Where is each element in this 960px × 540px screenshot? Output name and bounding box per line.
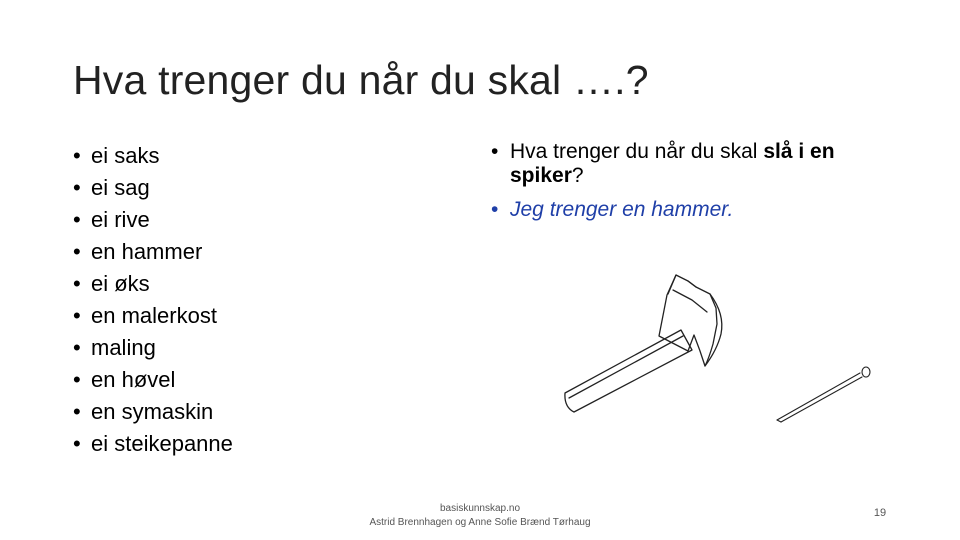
slide-number: 19 <box>873 507 887 519</box>
list-item-label: en malerkost <box>91 303 217 328</box>
list-item-label: en hammer <box>91 239 203 264</box>
list-item <box>73 428 233 460</box>
hammer-icon <box>565 275 722 412</box>
list-item <box>73 204 233 236</box>
question-answer-list <box>491 140 891 222</box>
list-item-label: en høvel <box>91 367 176 392</box>
list-item <box>73 172 233 204</box>
list-item-label: ei saks <box>91 143 160 168</box>
footer-site: basiskunnskap.no <box>439 503 521 514</box>
list-item-label: ei rive <box>91 207 150 232</box>
list-item <box>73 300 233 332</box>
illustration <box>555 262 885 432</box>
answer-item <box>491 198 891 222</box>
list-item <box>73 140 233 172</box>
list-item-label: ei øks <box>91 271 150 296</box>
list-item <box>73 332 233 364</box>
question-bold: slå i en spiker <box>510 140 835 187</box>
list-item <box>73 364 233 396</box>
tool-list <box>73 140 233 460</box>
question-suffix: ? <box>571 164 584 187</box>
question-prefix: Hva trenger du når du skal <box>510 140 764 163</box>
slide-title: Hva trenger du når du skal ….? <box>73 57 649 103</box>
list-item <box>73 236 233 268</box>
list-item <box>73 268 233 300</box>
list-item <box>73 396 233 428</box>
question-item <box>491 140 891 188</box>
list-item-label: en symaskin <box>91 399 214 424</box>
footer-authors: Astrid Brennhagen og Anne Sofie Brænd Tørhaug <box>369 517 591 528</box>
footer <box>330 502 630 530</box>
nail-icon <box>777 367 870 422</box>
list-item-label: ei sag <box>91 175 150 200</box>
answer-text: Jeg trenger en hammer. <box>510 198 734 221</box>
list-item-label: maling <box>91 335 156 360</box>
list-item-label: ei steikepanne <box>91 431 233 456</box>
